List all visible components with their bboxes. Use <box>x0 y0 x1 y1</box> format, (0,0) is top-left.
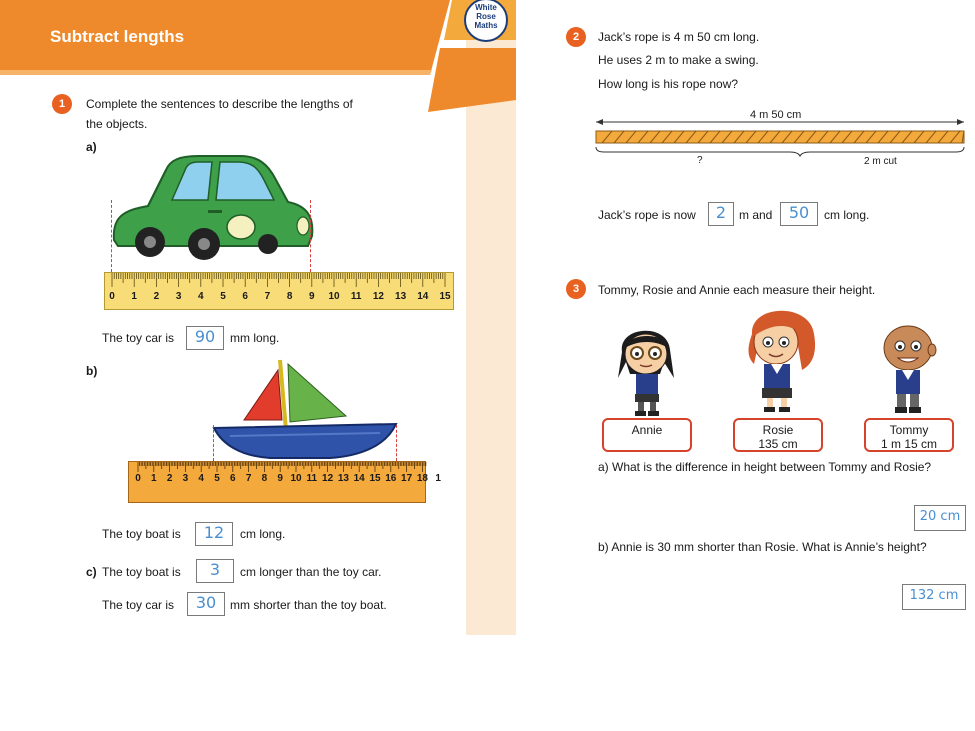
ruler-number: 11 <box>350 291 362 302</box>
annie-character <box>608 322 688 417</box>
ruler-number: 4 <box>198 473 204 484</box>
car-sentence-before: The toy car is <box>102 331 175 345</box>
annie-name: Annie <box>631 423 663 437</box>
question-1-number: 1 <box>52 94 72 114</box>
ruler-number: 18 <box>416 473 428 484</box>
rosie-character <box>738 304 822 416</box>
ruler-number: 1 <box>435 473 441 484</box>
part-a-label: a) <box>86 140 97 154</box>
ruler-number: 14 <box>353 473 365 484</box>
rope-diagram <box>594 118 968 158</box>
logo-line: Rose <box>476 12 496 21</box>
logo-line: White <box>475 3 497 12</box>
ruler-number: 8 <box>286 291 293 302</box>
q2-line-1: Jack’s rope is 4 m 50 cm long. <box>598 30 760 44</box>
ruler-number: 1 <box>151 473 157 484</box>
boat-ruler-numbers <box>129 473 441 487</box>
ruler-number: 7 <box>264 291 271 302</box>
ruler-number: 5 <box>220 291 226 302</box>
boat-right-guide <box>396 425 397 461</box>
boat-ruler <box>128 461 441 503</box>
q2-sentence-after: cm long. <box>824 208 870 222</box>
car-shorter-answer[interactable]: 30 <box>187 592 225 616</box>
car-sentence-after: mm long. <box>230 331 280 345</box>
q3-part-b-question: b) Annie is 30 mm shorter than Rosie. What is Annie’s height? <box>598 540 927 554</box>
boat-left-guide <box>213 425 214 461</box>
ruler-number: 2 <box>153 291 160 302</box>
c1-sentence-after: cm longer than the toy car. <box>240 565 382 579</box>
ruler-number: 10 <box>328 291 340 302</box>
rope-centimetres-answer[interactable]: 50 <box>780 202 818 226</box>
annie-label-box <box>602 418 692 452</box>
q3-part-a-question: a) What is the difference in height between Tommy and Rosie? <box>598 460 932 474</box>
tommy-name: Tommy <box>889 423 929 437</box>
rope-unknown-label: ? <box>697 155 703 166</box>
ruler-number: 8 <box>261 473 268 484</box>
rosie-label-box <box>733 418 823 452</box>
ruler-number: 12 <box>372 291 384 302</box>
ruler-number: 9 <box>309 291 315 302</box>
ruler-number: 14 <box>417 291 429 302</box>
ruler-number: 6 <box>242 291 248 302</box>
rope-metres-answer[interactable]: 2 <box>708 202 734 226</box>
question-2-number: 2 <box>566 27 586 47</box>
white-rose-maths-logo <box>464 0 508 42</box>
ruler-number: 15 <box>369 473 381 484</box>
toy-boat-illustration <box>210 356 400 466</box>
q2-line-2: He uses 2 m to make a swing. <box>598 53 759 67</box>
rope-cut-label: 2 m cut <box>864 156 897 167</box>
car-right-guide <box>310 200 311 272</box>
part-b-label: b) <box>86 364 98 378</box>
ruler-number: 7 <box>245 473 252 484</box>
car-left-guide <box>111 200 112 272</box>
ruler-number: 6 <box>230 473 236 484</box>
q3-prompt: Tommy, Rosie and Annie each measure their height. <box>598 283 876 297</box>
car-ruler <box>104 272 454 310</box>
question-3-number: 3 <box>566 279 586 299</box>
ruler-number: 17 <box>401 473 413 484</box>
ruler-number: 9 <box>277 473 283 484</box>
question-1-prompt-line-1: Complete the sentences to describe the lengths of <box>86 97 353 111</box>
ruler-number: 13 <box>395 291 407 302</box>
question-1-prompt-line-2: the objects. <box>86 117 148 131</box>
page-title: Subtract lengths <box>50 27 185 46</box>
ruler-number: 2 <box>166 473 173 484</box>
c2-sentence-before: The toy car is <box>102 598 175 612</box>
ruler-number: 13 <box>337 473 349 484</box>
annie-height-answer[interactable]: 132 cm <box>902 584 966 610</box>
q2-sentence-mid: m and <box>739 208 773 222</box>
ruler-number: 0 <box>135 473 141 484</box>
ruler-number: 15 <box>439 291 451 302</box>
rope-total-label: 4 m 50 cm <box>750 109 802 121</box>
rosie-height: 135 cm <box>758 437 798 451</box>
ruler-number: 4 <box>198 291 204 302</box>
boat-sentence-after: cm long. <box>240 527 286 541</box>
ruler-number: 5 <box>214 473 220 484</box>
part-c-label: c) <box>86 565 97 579</box>
tommy-height: 1 m 15 cm <box>880 437 937 451</box>
ruler-number: 10 <box>290 473 302 484</box>
ruler-number: 11 <box>306 473 318 484</box>
rosie-name: Rosie <box>762 423 794 437</box>
boat-length-answer[interactable]: 12 <box>195 522 233 546</box>
ruler-number: 3 <box>182 473 189 484</box>
q2-sentence-before: Jack’s rope is now <box>598 208 696 222</box>
ruler-number: 1 <box>131 291 137 302</box>
boat-sentence-before: The toy boat is <box>102 527 181 541</box>
height-difference-answer[interactable]: 20 cm <box>914 505 966 531</box>
toy-car-illustration <box>108 150 318 265</box>
tommy-label-box <box>864 418 954 452</box>
boat-longer-answer[interactable]: 3 <box>196 559 234 583</box>
c2-sentence-after: mm shorter than the toy boat. <box>230 598 387 612</box>
tommy-character <box>870 318 950 416</box>
car-length-answer[interactable]: 90 <box>186 326 224 350</box>
ruler-number: 12 <box>322 473 334 484</box>
ruler-number: 3 <box>175 291 182 302</box>
ruler-number: 16 <box>385 473 397 484</box>
q2-line-3: How long is his rope now? <box>598 77 739 91</box>
ruler-number: 0 <box>109 291 115 302</box>
car-ruler-numbers <box>105 291 455 305</box>
logo-line: Maths <box>474 21 498 30</box>
car-ruler-ticks <box>105 273 455 289</box>
c1-sentence-before: The toy boat is <box>102 565 181 579</box>
